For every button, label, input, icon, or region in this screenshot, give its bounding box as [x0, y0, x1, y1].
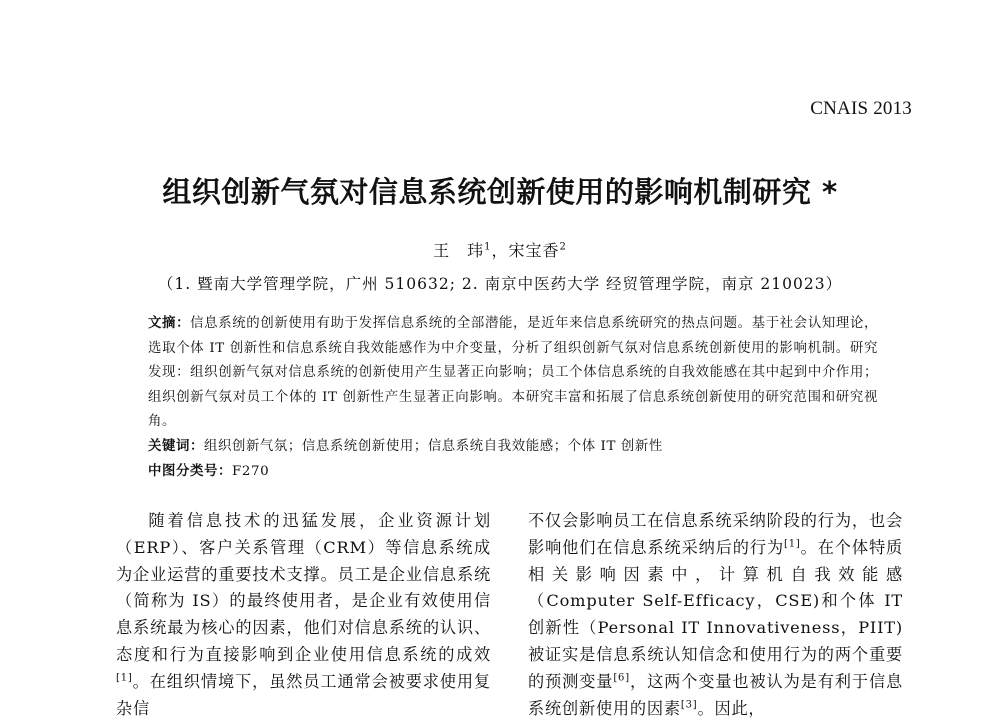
classification-number [148, 460, 269, 479]
citation: [6] [613, 672, 630, 684]
abstract-text: 信息系统的创新使用有助于发挥信息系统的全部潜能，是近年来信息系统研究的热点问题。基于社会认知理论，选取个体 IT 创新性和信息系统自我效能感作为中介变量，分析了组织创新气氛对信息系统创新使用的影响机制。研究发现：组织创新气氛对信息系统的创新使用产生显著正向影响；员工个体信息系统的自我效能感在其中起到中介作用；组织创新气氛对员工个体的 IT 创新性产生显著正向影响。本研究丰富和拓展了信息系统创新使用的研究范围和研究视角。 [148, 316, 878, 430]
classification-text: F270 [231, 464, 270, 479]
abstract [148, 312, 878, 435]
body-paragraph [116, 508, 491, 722]
abstract-label: 文摘： [148, 316, 191, 331]
author-line [0, 238, 1000, 261]
body-text: 。在组织情境下，虽然员工通常会被要求使用复杂信 [116, 671, 491, 718]
author-name-1: 王 玮 [433, 241, 485, 260]
body-column-right [528, 508, 903, 722]
keywords-text: 组织创新气氛；信息系统创新使用；信息系统自我效能感；个体 IT 创新性 [203, 439, 663, 454]
author-separator: ， [491, 241, 509, 260]
body-column-left [116, 508, 491, 722]
citation: [1] [784, 538, 801, 550]
affiliation: （1. 暨南大学管理学院，广州 510632; 2. 南京中医药大学 经贸管理学院，南京 210023） [157, 275, 843, 293]
body-text: ，这两个变量也被认为是有利于信息系统创新使用的因素 [528, 671, 903, 718]
classification-label: 中图分类号： [148, 464, 232, 479]
paper-title: 组织创新气氛对信息系统创新使用的影响机制研究 * [162, 175, 838, 209]
keywords-label: 关键词： [148, 439, 204, 454]
author-name-2: 宋宝香 [508, 241, 560, 260]
body-text: 随着信息技术的迅猛发展，企业资源计划（ERP）、客户关系管理（CRM）等信息系统成为企业运营的重要技术支撑。员工是企业信息系统（简称为 IS）的最终使用者，是企业有效使用信息系统最为核心的因素，他们对信息系统的认识、态度和行为直接影响到企业使用信息系统的成效 [116, 511, 491, 664]
author-affiliation-mark-1: 1 [484, 241, 492, 253]
body-text: 不仅会影响员工在信息系统采纳阶段的行为，也会影响他们在信息系统采纳后的行为 [528, 511, 903, 557]
body-text: 。在个体特质相关影响因素中，计算机自我效能感（Computer Self-Efficacy，CSE)和个体 IT 创新性（Personal IT Innovativeness，PIIT)被证实是信息系统认知信念和使用行为的两个重要的预测变量 [528, 537, 903, 691]
body-paragraph [528, 508, 903, 722]
citation: [3] [680, 699, 698, 711]
keywords [148, 435, 663, 454]
citation: [1] [116, 672, 133, 684]
body-text: 。因此， [697, 698, 766, 718]
author-affiliation-mark-2: 2 [559, 241, 567, 253]
conference-label: CNAIS 2013 [810, 98, 912, 119]
